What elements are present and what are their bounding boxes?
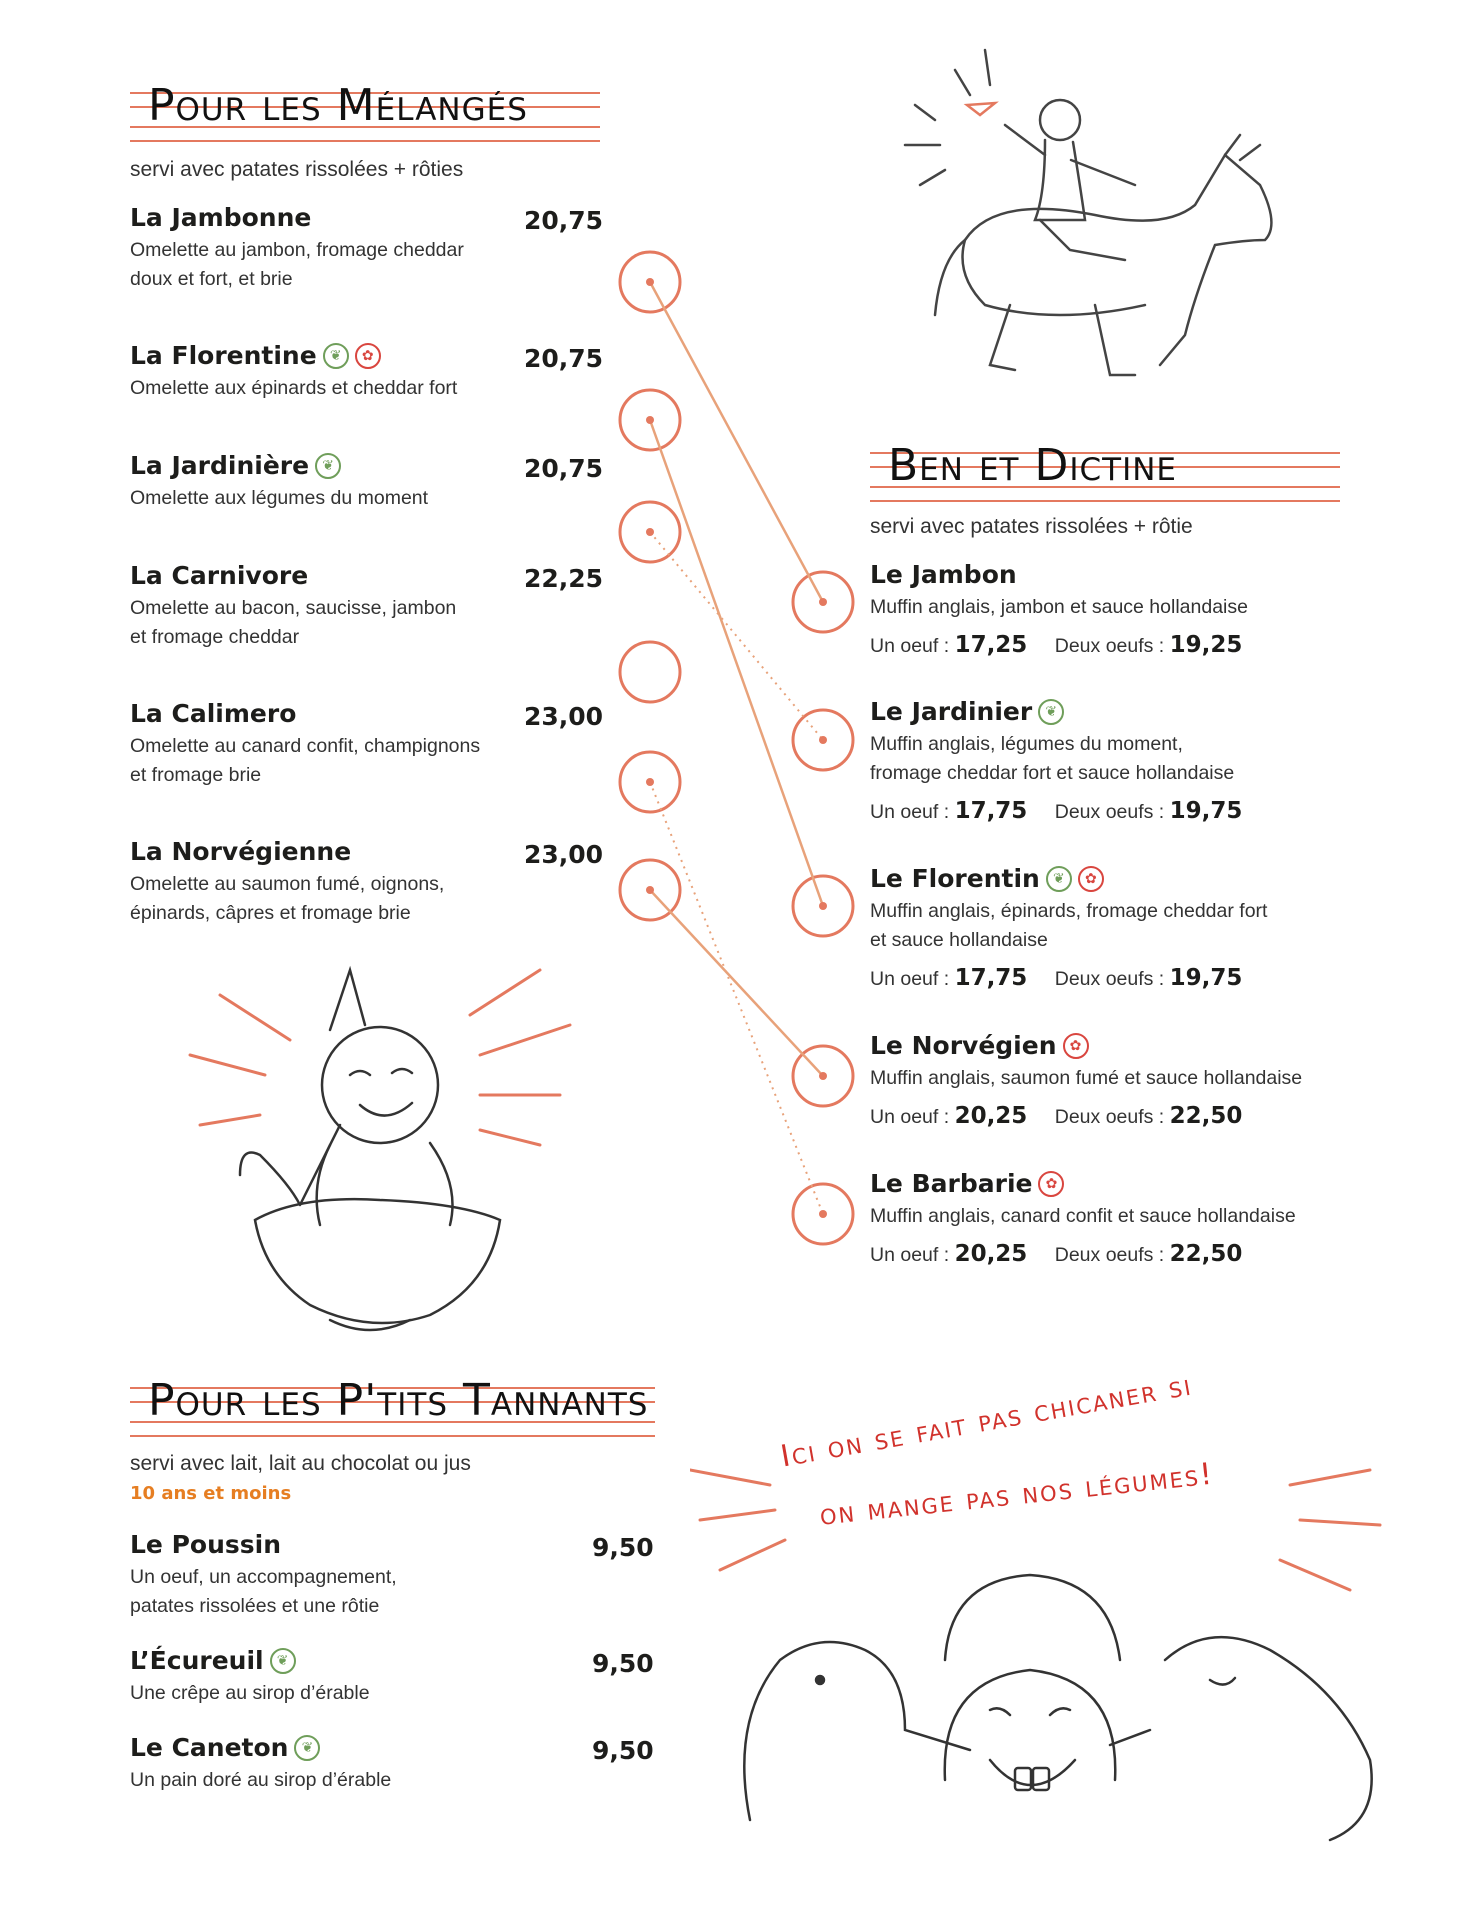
item-name: La Florentine bbox=[130, 341, 317, 370]
menu-item-florentine bbox=[130, 341, 510, 403]
item-desc: Omelette au bacon, saucisse, jambon bbox=[130, 597, 457, 619]
item-price: 20,75 bbox=[524, 344, 604, 373]
menu-item-le-jardinier bbox=[870, 697, 1390, 824]
menu-item-ecureuil bbox=[130, 1646, 510, 1708]
item-desc: épinards, câpres et fromage brie bbox=[130, 902, 411, 924]
item-prices: Un oeuf : 17,75 Deux oeufs : 19,75 bbox=[870, 798, 1243, 824]
item-prices: Un oeuf : 20,25 Deux oeufs : 22,50 bbox=[870, 1103, 1243, 1129]
gluten-free-icon: ✿ bbox=[1038, 1171, 1064, 1197]
menu-item-jambonne bbox=[130, 203, 510, 294]
item-desc: patates rissolées et une rôtie bbox=[130, 1595, 380, 1617]
menu-item-calimero bbox=[130, 699, 530, 790]
ben-heading bbox=[870, 440, 1340, 514]
item-desc: Un pain doré au sirop d’érable bbox=[130, 1769, 392, 1791]
item-name: Le Jardinier bbox=[870, 697, 1033, 726]
item-name: Le Poussin bbox=[130, 1530, 282, 1559]
item-price: 20,75 bbox=[524, 206, 604, 235]
item-price: 20,75 bbox=[524, 454, 604, 483]
item-name: Le Florentin bbox=[870, 864, 1040, 893]
menu-item-jardiniere bbox=[130, 451, 510, 513]
menu-item-le-norvegien bbox=[870, 1031, 1410, 1129]
menu-item-carnivore bbox=[130, 561, 510, 652]
item-desc: Omelette aux épinards et cheddar fort bbox=[130, 377, 458, 399]
slogan-line-2: on mange pas nos légumes! bbox=[818, 1456, 1216, 1533]
menu-item-norvegienne bbox=[130, 837, 530, 928]
item-desc: Muffin anglais, épinards, fromage cheddar fort bbox=[870, 900, 1268, 922]
item-desc: Muffin anglais, légumes du moment, bbox=[870, 733, 1183, 755]
item-desc: et fromage cheddar bbox=[130, 626, 300, 648]
tannants-heading bbox=[130, 1375, 655, 1449]
item-desc: fromage cheddar fort et sauce hollandaise bbox=[870, 762, 1235, 784]
item-desc: et sauce hollandaise bbox=[870, 929, 1048, 951]
item-name: La Norvégienne bbox=[130, 837, 352, 866]
item-prices: Un oeuf : 17,75 Deux oeufs : 19,75 bbox=[870, 965, 1243, 991]
item-desc: doux et fort, et brie bbox=[130, 268, 293, 290]
item-desc: et fromage brie bbox=[130, 764, 262, 786]
item-price: 9,50 bbox=[592, 1533, 654, 1562]
duck-squirrel-illustration bbox=[690, 1460, 1390, 1860]
tannants-subtitle: servi avec lait, lait au chocolat ou jus bbox=[130, 1452, 471, 1475]
item-name: La Jardinière bbox=[130, 451, 310, 480]
item-price: 9,50 bbox=[592, 1736, 654, 1765]
item-price: 9,50 bbox=[592, 1649, 654, 1678]
menu-item-le-jambon bbox=[870, 560, 1390, 658]
ben-subtitle: servi avec patates rissolées + rôtie bbox=[870, 515, 1193, 538]
gluten-free-icon: ✿ bbox=[355, 343, 381, 369]
gluten-free-icon: ✿ bbox=[1078, 866, 1104, 892]
menu-item-poussin bbox=[130, 1530, 510, 1621]
vegetarian-icon: ❦ bbox=[323, 343, 349, 369]
menu-item-le-barbarie bbox=[870, 1169, 1410, 1267]
whisking-kid-illustration bbox=[180, 955, 590, 1340]
item-name: La Carnivore bbox=[130, 561, 309, 590]
item-name: L’Écureuil bbox=[130, 1646, 264, 1675]
item-price: 23,00 bbox=[524, 840, 604, 869]
item-name: Le Caneton bbox=[130, 1733, 289, 1762]
donkey-rider-illustration bbox=[895, 45, 1305, 415]
item-desc: Muffin anglais, canard confit et sauce hollandaise bbox=[870, 1205, 1296, 1227]
melanges-title: Pour les Mélangés bbox=[148, 80, 528, 131]
item-desc: Omelette au jambon, fromage cheddar bbox=[130, 239, 464, 261]
gluten-free-icon: ✿ bbox=[1063, 1033, 1089, 1059]
tannants-title: Pour les P'tits Tannants bbox=[148, 1375, 649, 1426]
item-desc: Omelette au canard confit, champignons bbox=[130, 735, 481, 757]
item-desc: Un oeuf, un accompagnement, bbox=[130, 1566, 397, 1588]
slogan-line-1: Ici on se fait pas chicaner si bbox=[778, 1367, 1195, 1475]
melanges-heading bbox=[130, 80, 600, 154]
item-prices: Un oeuf : 17,25 Deux oeufs : 19,25 bbox=[870, 632, 1243, 658]
item-desc: Omelette au saumon fumé, oignons, bbox=[130, 873, 445, 895]
item-prices: Un oeuf : 20,25 Deux oeufs : 22,50 bbox=[870, 1241, 1243, 1267]
item-name: Le Barbarie bbox=[870, 1169, 1033, 1198]
age-note: 10 ans et moins bbox=[130, 1483, 292, 1504]
vegetarian-icon: ❦ bbox=[294, 1735, 320, 1761]
menu-item-caneton bbox=[130, 1733, 510, 1795]
item-desc: Muffin anglais, jambon et sauce hollandaise bbox=[870, 596, 1248, 618]
item-desc: Omelette aux légumes du moment bbox=[130, 487, 429, 509]
vegetarian-icon: ❦ bbox=[315, 453, 341, 479]
ben-title: Ben et Dictine bbox=[888, 440, 1177, 491]
item-price: 23,00 bbox=[524, 702, 604, 731]
item-desc: Muffin anglais, saumon fumé et sauce hollandaise bbox=[870, 1067, 1303, 1089]
menu-item-le-florentin bbox=[870, 864, 1390, 991]
vegetarian-icon: ❦ bbox=[1038, 699, 1064, 725]
item-desc: Une crêpe au sirop d’érable bbox=[130, 1682, 370, 1704]
item-name: Le Norvégien bbox=[870, 1031, 1057, 1060]
vegetarian-icon: ❦ bbox=[270, 1648, 296, 1674]
item-name: Le Jambon bbox=[870, 560, 1017, 589]
item-price: 22,25 bbox=[524, 564, 604, 593]
item-name: La Jambonne bbox=[130, 203, 312, 232]
item-name: La Calimero bbox=[130, 699, 297, 728]
vegetarian-icon: ❦ bbox=[1046, 866, 1072, 892]
melanges-subtitle: servi avec patates rissolées + rôties bbox=[130, 158, 464, 181]
